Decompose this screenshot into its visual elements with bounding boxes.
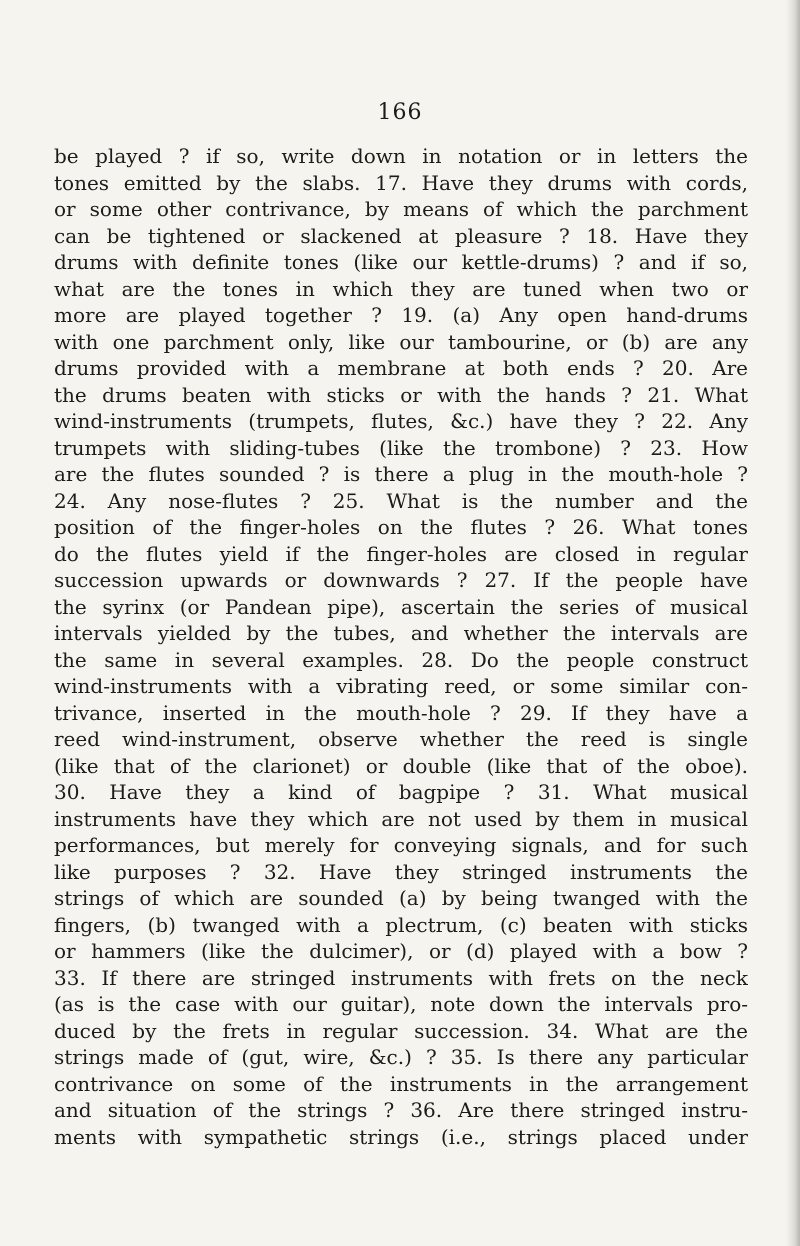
text-line: like purposes ? 32. Have they stringed instruments the bbox=[54, 859, 748, 884]
text-line: trivance, inserted in the mouth-hole ? 29. If they have a bbox=[54, 700, 748, 725]
text-line: reed wind-instrument, observe whether the reed is single bbox=[54, 727, 748, 751]
text-line: trumpets with sliding-tubes (like the trombone) ? 23. How bbox=[54, 435, 748, 460]
text-line: performances, but merely for conveying signals, and for such bbox=[54, 833, 748, 857]
text-line: wind-instruments (trumpets, flutes, &c.) have they ? 22. Any bbox=[54, 409, 748, 433]
text-line: or hammers (like the dulcimer), or (d) played with a bow ? bbox=[54, 939, 748, 963]
text-line: instruments have they which are not used by them in musical bbox=[54, 806, 748, 831]
text-line: strings of which are sounded (a) by being twanged with the bbox=[54, 886, 748, 910]
text-line: or some other contrivance, by means of which the parchment bbox=[54, 197, 748, 221]
text-line: drums provided with a membrane at both ends ? 20. Are bbox=[54, 356, 748, 380]
text-line: tones emitted by the slabs. 17. Have they drums with cords, bbox=[54, 170, 748, 195]
text-line: and situation of the strings ? 36. Are there stringed instru- bbox=[54, 1098, 748, 1122]
text-line: 30. Have they a kind of bagpipe ? 31. What musical bbox=[54, 780, 748, 804]
text-line: do the flutes yield if the finger-holes are closed in regular bbox=[54, 541, 748, 566]
text-line: ments with sympathetic strings (i.e., strings placed under bbox=[54, 1124, 748, 1149]
text-line: the syrinx (or Pandean pipe), ascertain the series of musical bbox=[54, 594, 748, 619]
text-line: duced by the frets in regular succession. 34. What are the bbox=[54, 1018, 748, 1043]
text-line: can be tightened or slackened at pleasure ? 18. Have they bbox=[54, 223, 748, 248]
text-line: position of the finger-holes on the flutes ? 26. What tones bbox=[54, 515, 748, 539]
text-line: with one parchment only, like our tambourine, or (b) are any bbox=[54, 329, 748, 354]
page-number: 166 bbox=[377, 100, 423, 125]
text-line: 24. Any nose-flutes ? 25. What is the number and the bbox=[54, 488, 748, 513]
text-line: are the flutes sounded ? is there a plug in the mouth-hole ? bbox=[54, 462, 748, 486]
body-text bbox=[54, 143, 748, 1150]
text-line: fingers, (b) twanged with a plectrum, (c) beaten with sticks bbox=[54, 912, 748, 937]
text-line: (like that of the clarionet) or double (like that of the oboe). bbox=[54, 753, 748, 778]
text-line: the drums beaten with sticks or with the hands ? 21. What bbox=[54, 382, 748, 407]
text-line: intervals yielded by the tubes, and whether the intervals are bbox=[54, 621, 748, 645]
text-line: contrivance on some of the instruments in the arrangement bbox=[54, 1071, 748, 1096]
text-line: wind-instruments with a vibrating reed, or some similar con- bbox=[54, 674, 748, 698]
text-line: what are the tones in which they are tuned when two or bbox=[54, 276, 748, 301]
text-line: 33. If there are stringed instruments with frets on the neck bbox=[54, 965, 748, 990]
text-line: the same in several examples. 28. Do the people construct bbox=[54, 647, 748, 672]
text-line: strings made of (gut, wire, &c.) ? 35. Is there any particular bbox=[54, 1045, 748, 1069]
text-line: more are played together ? 19. (a) Any open hand-drums bbox=[54, 303, 748, 327]
text-line: be played ? if so, write down in notation or in letters the bbox=[54, 144, 748, 168]
text-line: drums with definite tones (like our kettle-drums) ? and if so, bbox=[54, 250, 748, 274]
text-line: (as is the case with our guitar), note down the intervals pro- bbox=[54, 992, 748, 1016]
page-edge-shadow bbox=[786, 0, 800, 1246]
text-line: succession upwards or downwards ? 27. If the people have bbox=[54, 568, 748, 592]
